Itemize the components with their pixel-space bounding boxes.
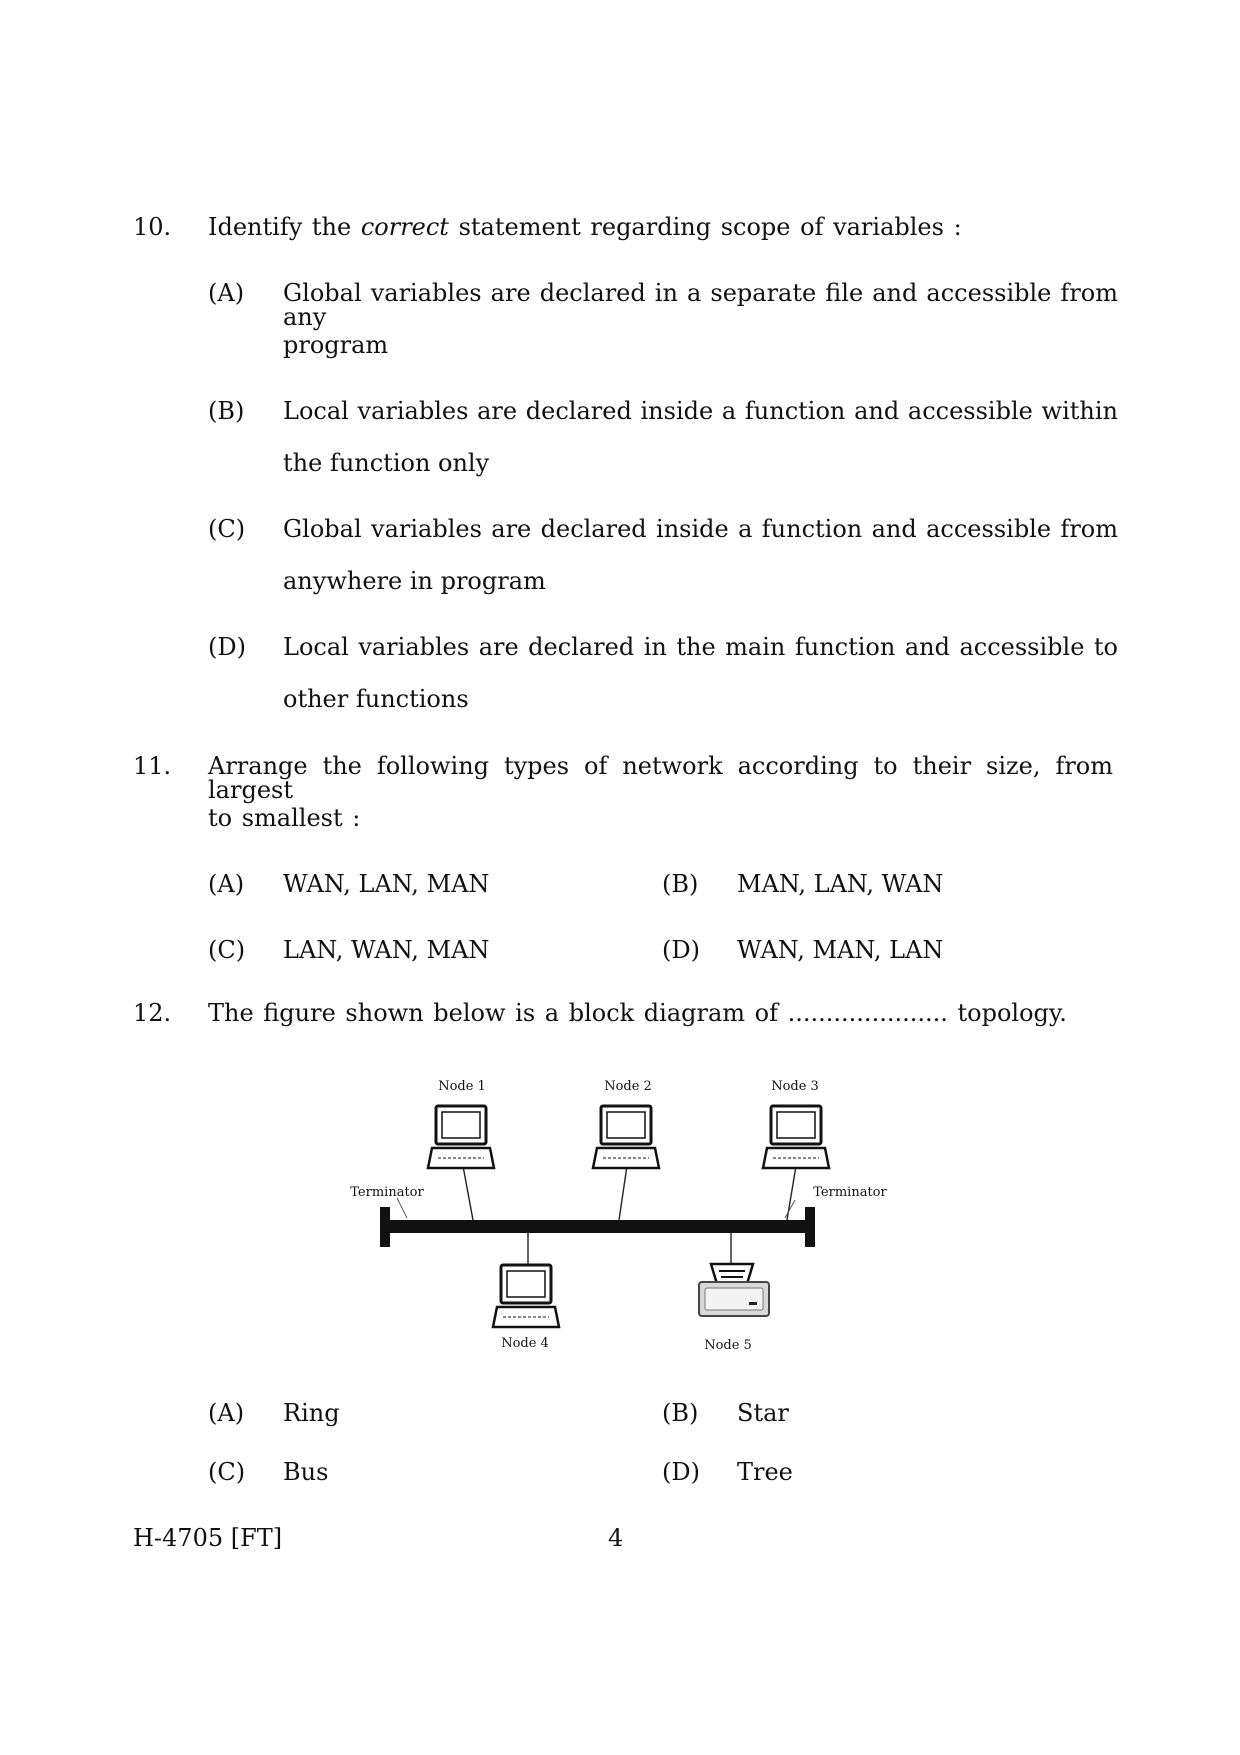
- option-letter: (C): [208, 515, 246, 543]
- option-text: Tree: [737, 1458, 793, 1486]
- question-stem: The figure shown below is a block diagram of ..................... topology.: [208, 999, 1067, 1027]
- node2-label: Node 2: [604, 1079, 652, 1094]
- option-text-line1: Local variables are declared inside a function and accessible within: [283, 397, 1118, 425]
- option-letter: (D): [662, 936, 700, 964]
- paper-code: H-4705 [FT]: [133, 1524, 283, 1552]
- question-number: 10.: [133, 213, 172, 241]
- option-text: Bus: [283, 1458, 329, 1486]
- node1-computer-icon: [428, 1106, 494, 1168]
- option-letter: (A): [208, 1399, 245, 1427]
- option-text-line1: Local variables are declared in the main function and accessible to: [283, 633, 1118, 661]
- terminator-left-pointer: [397, 1198, 407, 1218]
- cable-node1: [463, 1166, 473, 1220]
- terminator-left-label: Terminator: [350, 1185, 424, 1200]
- option-letter: (A): [208, 870, 245, 898]
- option-text: LAN, WAN, MAN: [283, 936, 490, 964]
- option-text-line2: program: [283, 331, 389, 359]
- option-letter: (C): [208, 1458, 246, 1486]
- node3-label: Node 3: [771, 1079, 819, 1094]
- option-text: MAN, LAN, WAN: [737, 870, 944, 898]
- option-text-line1: Global variables are declared inside a function and accessible from: [283, 515, 1118, 543]
- option-letter: (B): [208, 397, 245, 425]
- option-letter: (B): [662, 1399, 699, 1427]
- terminator-right-label: Terminator: [813, 1185, 887, 1200]
- node1-label: Node 1: [438, 1079, 486, 1094]
- node5-printer-icon: [699, 1264, 769, 1316]
- option-letter: (B): [662, 870, 699, 898]
- option-letter: (D): [662, 1458, 700, 1486]
- option-letter: (C): [208, 936, 246, 964]
- option-text-line2: other functions: [283, 685, 469, 713]
- option-text: WAN, MAN, LAN: [737, 936, 944, 964]
- page-number: 4: [608, 1524, 624, 1552]
- cable-node2: [619, 1166, 627, 1220]
- node4-computer-icon: [493, 1265, 559, 1327]
- node4-label: Node 4: [501, 1336, 549, 1351]
- option-text-line2: anywhere in program: [283, 567, 546, 595]
- question-stem: Identify the correct statement regarding scope of variables :: [208, 213, 962, 241]
- node3-computer-icon: [763, 1106, 829, 1168]
- question-stem-line1: Arrange the following types of network according to their size, from largest: [208, 752, 1113, 804]
- option-text: Star: [737, 1399, 789, 1427]
- emphasis-word: correct: [360, 213, 449, 241]
- option-letter: (D): [208, 633, 246, 661]
- bus-topology-diagram: [345, 1060, 905, 1360]
- question-stem-line2: to smallest :: [208, 804, 361, 832]
- node2-computer-icon: [593, 1106, 659, 1168]
- option-text: WAN, LAN, MAN: [283, 870, 490, 898]
- option-letter: (A): [208, 279, 245, 307]
- bus-backbone: [385, 1220, 810, 1233]
- option-text-line1: Global variables are declared in a separate file and accessible from any: [283, 279, 1118, 331]
- question-number: 11.: [133, 752, 172, 780]
- node5-label: Node 5: [704, 1338, 752, 1353]
- option-text-line2: the function only: [283, 449, 490, 477]
- question-number: 12.: [133, 999, 172, 1027]
- terminator-right: [805, 1207, 815, 1247]
- terminator-left: [380, 1207, 390, 1247]
- option-text: Ring: [283, 1399, 340, 1427]
